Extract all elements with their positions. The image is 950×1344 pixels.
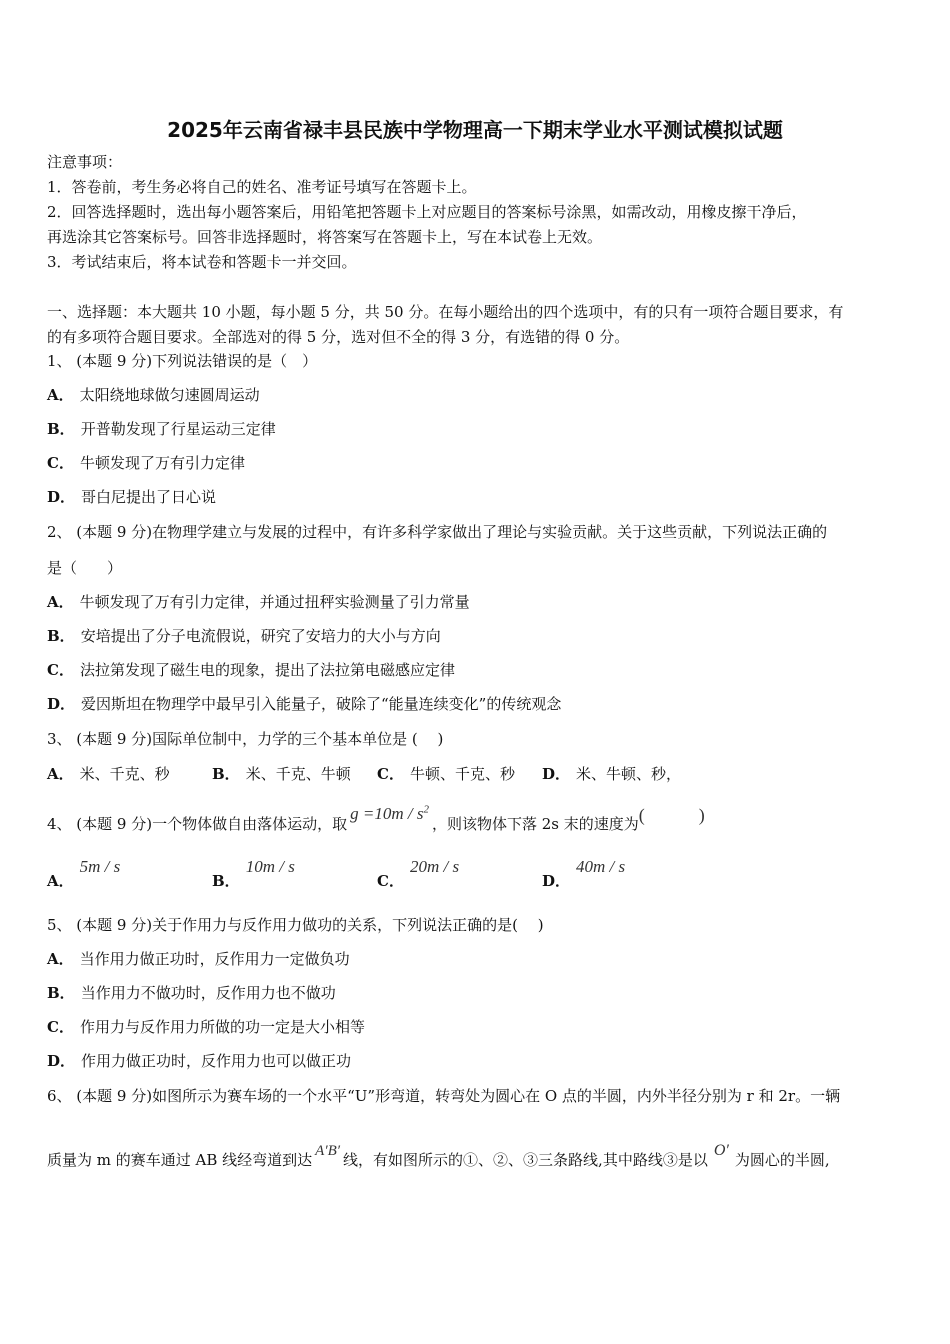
question-1-option-c (47, 453, 245, 473)
section-instructions: 一、选择题：本大题共 10 小题，每小题 5 分，共 50 分。在每小题给出的四个选项中，有的只有一项符合题目要求，有 (47, 303, 844, 321)
question-4-option-c (377, 857, 460, 891)
option-text: 太阳绕地球做匀速圆周运动 (79, 386, 260, 404)
question-4-option-a (47, 857, 121, 891)
option-value: 10m / s (245, 857, 295, 876)
option-label: C． (47, 1018, 74, 1036)
option-label: C． (47, 454, 74, 472)
stem-text: 线，有如图所示的①、②、③三条路线,其中路线③是以 (343, 1151, 708, 1169)
option-label: B． (212, 765, 240, 783)
question-1-option-a (47, 385, 260, 405)
option-text: 作用力与反作用力所做的功一定是大小相等 (79, 1018, 365, 1036)
section-instructions: 的有多项符合题目要求。全部选对的得 5 分，选对但不全的得 3 分，有选错的得 0 分。 (47, 328, 630, 346)
page-title: 2025年云南省禄丰县民族中学物理高一下期末学业水平测试模拟试题 (167, 118, 783, 142)
option-text: 米、千克、牛顿 (245, 765, 351, 783)
question-3-stem: 3、 (本题 9 分)国际单位制中，力学的三个基本单位是 ( ) (47, 730, 444, 748)
question-2-option-c (47, 660, 455, 680)
option-label: A． (47, 765, 74, 783)
question-6-stem-cont (47, 1142, 830, 1170)
option-label: C． (377, 765, 404, 783)
option-label: B． (212, 872, 240, 890)
option-text: 米、千克、秒 (79, 765, 170, 783)
answer-blank: ( ) (638, 805, 705, 825)
option-label: D． (542, 872, 571, 890)
option-text: 法拉第发现了磁生电的现象，提出了法拉第电磁感应定律 (79, 661, 455, 679)
option-label: A． (47, 872, 74, 890)
option-text: 牛顿、千克、秒 (409, 765, 515, 783)
notice-heading: 注意事项： (47, 153, 123, 171)
question-2-option-a (47, 592, 470, 612)
question-3-option-a (47, 763, 170, 784)
option-text: 米、牛顿、秒， (576, 765, 682, 783)
question-2-stem: 2、 (本题 9 分)在物理学建立与发展的过程中，有许多科学家做出了理论与实验贡献。关于这些贡献，下列说法正确的 (47, 523, 828, 541)
question-5-stem: 5、 (本题 9 分)关于作用力与反作用力做功的关系，下列说法正确的是( ) (47, 916, 544, 934)
option-label: A． (47, 950, 74, 968)
option-text: 当作用力不做功时，反作用力也不做功 (80, 984, 336, 1002)
notice-item: 再选涂其它答案标号。回答非选择题时，将答案写在答题卡上，写在本试卷上无效。 (47, 228, 603, 246)
question-5-option-c (47, 1017, 365, 1037)
question-2-stem-cont: 是（ ） (47, 559, 123, 577)
stem-text: 4、 (本题 9 分)一个物体做自由落体运动，取 (47, 815, 348, 833)
question-5-option-d (47, 1051, 351, 1071)
option-value: 5m / s (79, 857, 121, 876)
question-4-stem (47, 803, 705, 835)
question-3-option-c (377, 763, 515, 784)
option-label: A． (47, 593, 74, 611)
stem-text: 为圆心的半圆, (734, 1151, 830, 1169)
option-label: D． (542, 765, 571, 783)
option-text: 哥白尼提出了日心说 (81, 488, 217, 506)
option-text: 牛顿发现了万有引力定律 (79, 454, 245, 472)
notice-item: 2．回答选择题时，选出每小题答案后，用铅笔把答题卡上对应题目的答案标号涂黑，如需改动，用橡皮擦干净后， (47, 203, 807, 221)
option-label: D． (47, 1052, 76, 1070)
option-text: 作用力做正功时，反作用力也可以做正功 (81, 1052, 352, 1070)
question-6-stem: 6、 (本题 9 分)如图所示为赛车场的一个水平“U”形弯道，转弯处为圆心在 O 点的半圆，内外半径分别为 r 和 2r。一辆 (47, 1087, 841, 1105)
option-label: B． (47, 420, 75, 438)
question-1-option-b (47, 419, 276, 439)
question-2-option-d (47, 694, 561, 714)
option-text: 当作用力做正功时，反作用力一定做负功 (79, 950, 350, 968)
option-label: C． (47, 661, 74, 679)
question-3-option-d (542, 763, 681, 784)
formula-superscript: 2 (423, 803, 429, 816)
option-value: 20m / s (409, 857, 460, 876)
question-3-option-b (212, 763, 351, 784)
question-1-stem: 1、 (本题 9 分)下列说法错误的是（ ） (47, 352, 318, 370)
option-text: 开普勒发现了行星运动三定律 (80, 420, 276, 438)
center-label-formula: O′ (713, 1142, 729, 1159)
option-label: D． (47, 695, 76, 713)
formula-text: g =10m / s (350, 804, 424, 823)
option-text: 爱因斯坦在物理学中最早引入能量子，破除了“能量连续变化”的传统观念 (81, 695, 562, 713)
notice-item: 1．答卷前，考生务必将自己的姓名、准考证号填写在答题卡上。 (47, 178, 477, 196)
option-label: B． (47, 984, 75, 1002)
option-label: A． (47, 386, 74, 404)
question-5-option-b (47, 983, 336, 1003)
option-label: B． (47, 627, 75, 645)
question-2-option-b (47, 626, 441, 646)
gravity-formula (350, 804, 429, 823)
option-text: 安培提出了分子电流假说，研究了安培力的大小与方向 (80, 627, 441, 645)
option-label: D． (47, 488, 76, 506)
stem-text: ，则该物体下落 2s 末的速度为 (431, 815, 639, 833)
question-4-option-b (212, 857, 295, 891)
option-text: 牛顿发现了万有引力定律，并通过扭秤实验测量了引力常量 (79, 593, 470, 611)
line-label-formula: A′B′ (315, 1143, 341, 1159)
question-4-option-d (542, 857, 626, 891)
option-label: C． (377, 872, 404, 890)
stem-text: 质量为 m 的赛车通过 AB 线经弯道到达 (47, 1151, 313, 1169)
notice-item: 3．考试结束后，将本试卷和答题卡一并交回。 (47, 253, 357, 271)
question-1-option-d (47, 487, 216, 507)
option-value: 40m / s (576, 857, 626, 876)
question-5-option-a (47, 949, 350, 969)
